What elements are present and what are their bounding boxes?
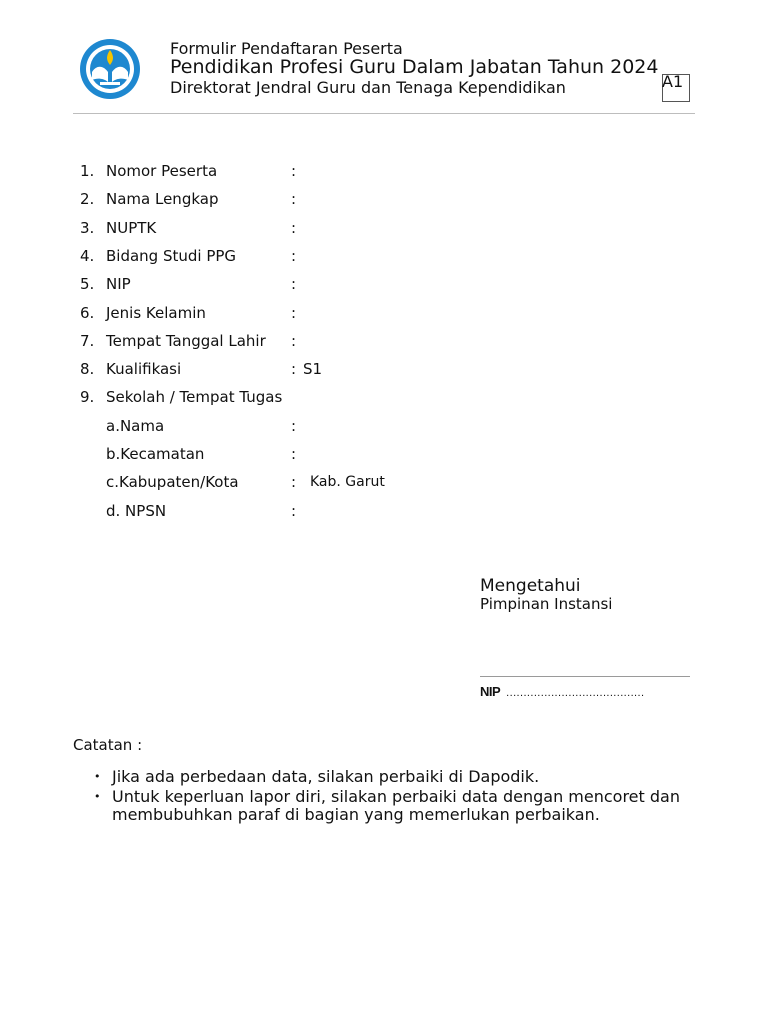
- subfield-colon: :: [291, 445, 297, 463]
- directorate-name: Direktorat Jendral Guru dan Tenaga Kependidikan: [170, 78, 566, 97]
- form-code-box: [662, 74, 690, 102]
- tut-wuri-handayani-logo-icon: [79, 38, 141, 100]
- field-colon: :: [291, 304, 297, 322]
- field-colon: :: [291, 332, 297, 350]
- field-number: 3.: [80, 219, 95, 237]
- field-label: Bidang Studi PPG: [106, 247, 237, 265]
- field-label: NUPTK: [106, 219, 157, 237]
- signature-nip-dots: ........................................: [506, 687, 645, 699]
- signature-nip: [480, 684, 644, 699]
- field-label: Kualifikasi: [106, 360, 182, 378]
- note-text: Jika ada perbedaan data, silakan perbaiki di Dapodik.: [112, 767, 540, 786]
- note-item: [94, 788, 714, 824]
- field-label: Sekolah / Tempat Tugas: [106, 388, 283, 406]
- field-colon: :: [291, 275, 297, 293]
- field-number: 5.: [80, 275, 95, 293]
- field-colon: :: [291, 360, 297, 378]
- note-text: Untuk keperluan lapor diri, silakan perbaiki data dengan mencoret dan membubuhkan paraf di bagian yang memerlukan perbaikan.: [112, 787, 680, 824]
- form-code: A1: [662, 72, 684, 91]
- field-row-nip: [0, 273, 768, 295]
- field-number: 4.: [80, 247, 95, 265]
- subfield-colon: :: [291, 417, 297, 435]
- field-label: Jenis Kelamin: [106, 304, 206, 322]
- bullet-icon: •: [94, 770, 101, 783]
- field-value: S1: [303, 360, 323, 378]
- field-colon: :: [291, 247, 297, 265]
- field-number: 1.: [80, 162, 95, 180]
- acknowledgement-subtitle: Pimpinan Instansi: [480, 595, 613, 613]
- subfield-row-kabupaten: [0, 471, 768, 493]
- subfield-colon: :: [291, 502, 297, 520]
- field-row-nuptk: [0, 217, 768, 239]
- signature-nip-label: NIP: [480, 684, 501, 699]
- header-divider: [73, 113, 695, 114]
- form-title: Pendidikan Profesi Guru Dalam Jabatan Tahun 2024: [170, 56, 659, 78]
- field-row-kualifikasi: [0, 358, 768, 380]
- subfield-row-nama: [0, 415, 768, 437]
- field-row-nomor-peserta: [0, 160, 768, 182]
- notes-list: [94, 768, 714, 826]
- notes-title: Catatan :: [73, 736, 143, 754]
- subfield-label: a.Nama: [106, 417, 165, 435]
- subfield-label: d. NPSN: [106, 502, 167, 520]
- field-label: Nomor Peserta: [106, 162, 218, 180]
- subfield-value: Kab. Garut: [310, 474, 385, 490]
- note-item: [94, 768, 714, 786]
- field-row-nama-lengkap: [0, 188, 768, 210]
- subfield-label: c.Kabupaten/Kota: [106, 473, 239, 491]
- form-subtitle: Formulir Pendaftaran Peserta: [170, 39, 403, 58]
- field-row-bidang-studi: [0, 245, 768, 267]
- subfield-row-npsn: [0, 500, 768, 522]
- field-row-tempat-tanggal-lahir: [0, 330, 768, 352]
- field-number: 2.: [80, 190, 95, 208]
- field-colon: :: [291, 190, 297, 208]
- field-row-sekolah: [0, 386, 768, 408]
- field-number: 8.: [80, 360, 95, 378]
- field-number: 9.: [80, 388, 95, 406]
- bullet-icon: •: [94, 790, 101, 803]
- field-row-jenis-kelamin: [0, 302, 768, 324]
- subfield-row-kecamatan: [0, 443, 768, 465]
- field-label: Nama Lengkap: [106, 190, 219, 208]
- subfield-colon: :: [291, 473, 297, 491]
- signature-line: [480, 676, 690, 677]
- field-colon: :: [291, 162, 297, 180]
- acknowledgement-title: Mengetahui: [480, 576, 581, 596]
- field-number: 6.: [80, 304, 95, 322]
- field-label: Tempat Tanggal Lahir: [106, 332, 266, 350]
- subfield-label: b.Kecamatan: [106, 445, 205, 463]
- field-colon: :: [291, 219, 297, 237]
- field-number: 7.: [80, 332, 95, 350]
- field-label: NIP: [106, 275, 131, 293]
